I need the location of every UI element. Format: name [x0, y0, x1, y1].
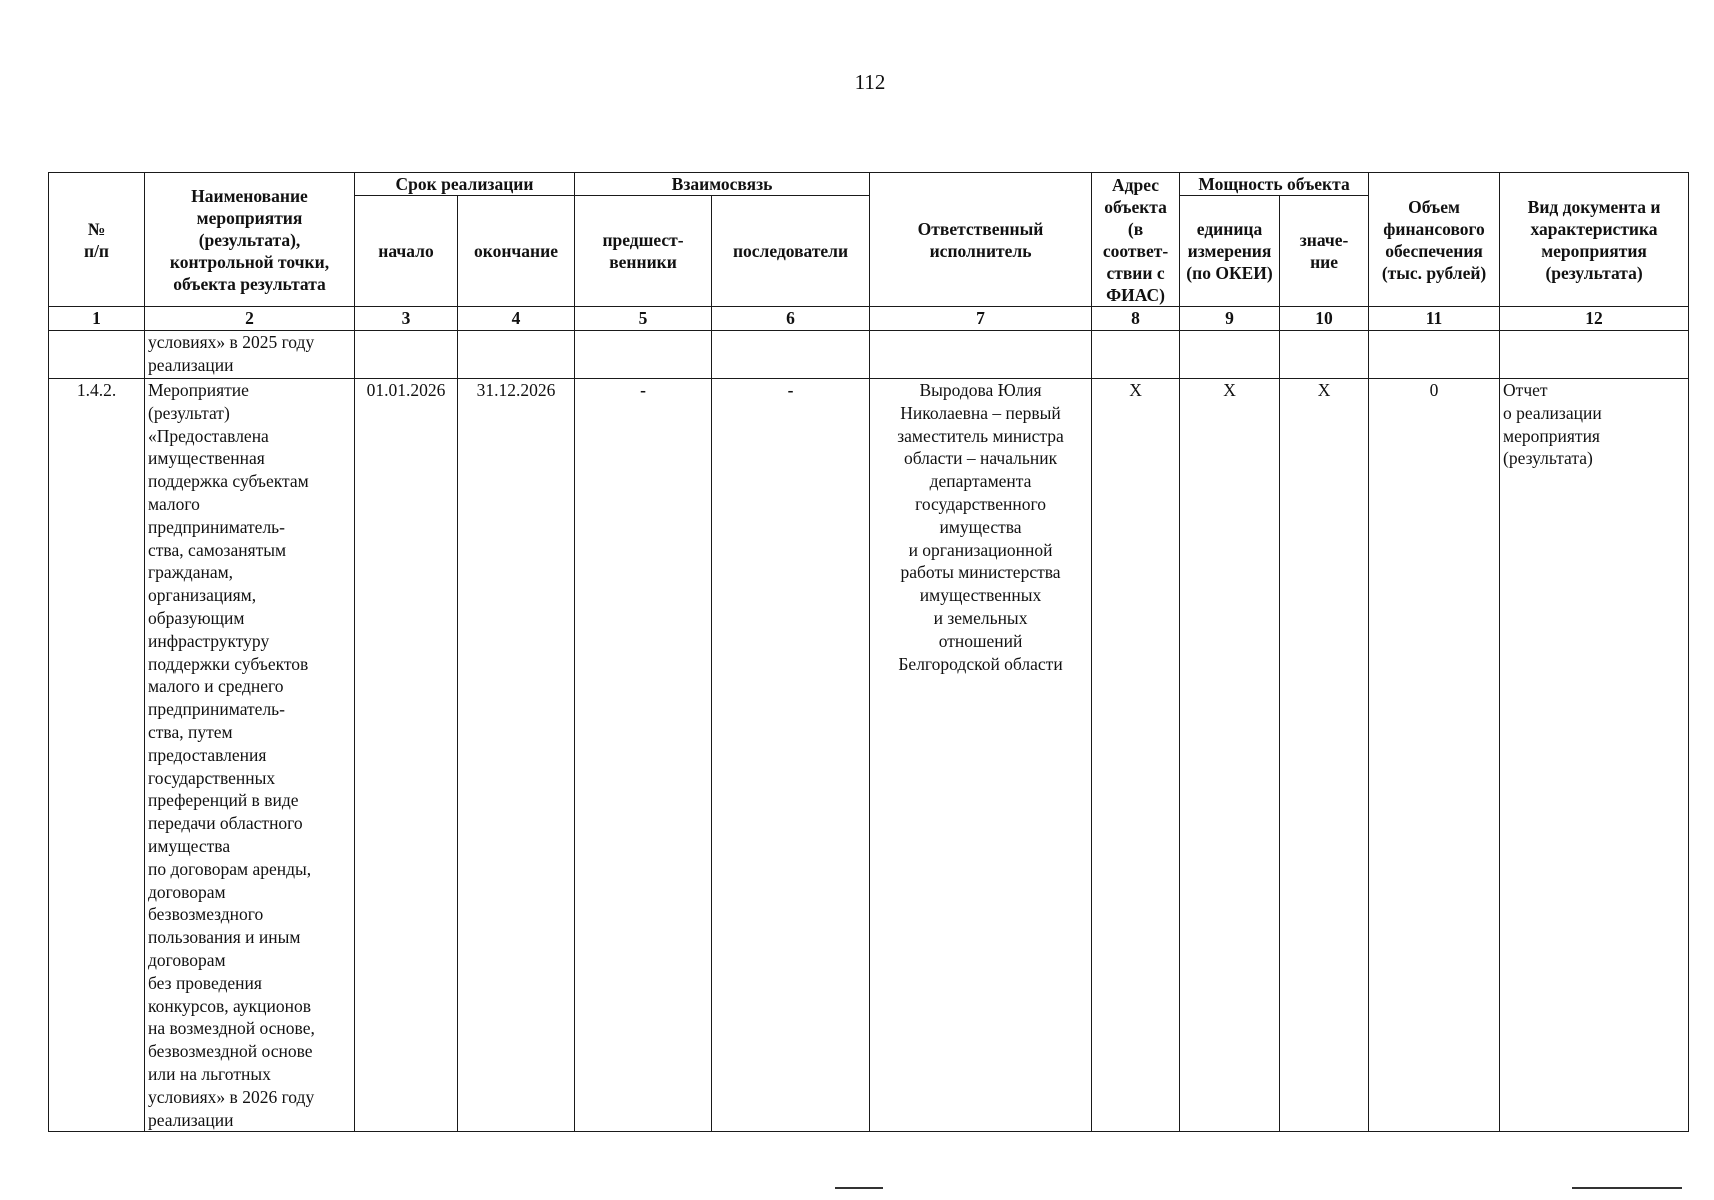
row-num: 1.4.2.: [49, 379, 145, 1132]
column-number: 12: [1500, 307, 1689, 331]
header-finance: Объем финансового обеспечения (тыс. рублей): [1369, 173, 1500, 307]
column-number: 9: [1180, 307, 1280, 331]
cell-empty: [355, 331, 458, 379]
cell-empty: [1500, 331, 1689, 379]
cell-empty: [712, 331, 870, 379]
cell-empty: [458, 331, 575, 379]
column-number-row: [49, 307, 1689, 331]
column-number: 1: [49, 307, 145, 331]
cell-empty: [1369, 331, 1500, 379]
events-table: [48, 172, 1689, 1132]
column-number: 10: [1280, 307, 1369, 331]
column-number: 7: [870, 307, 1092, 331]
row-unit: Х: [1180, 379, 1280, 1132]
cell-empty: [1092, 331, 1180, 379]
row-responsible: Выродова Юлия Николаевна – первый заместитель министра области – начальник департамента государственного имущества и организационной работы министерства имущественных и земельных отношений Белгородской области: [870, 379, 1092, 1132]
row-name: Мероприятие (результат) «Предоставлена имущественная поддержка субъектам малого предприниматель- ства, самозанятым гражданам, организациям, образующим инфраструктуру поддержки субъектов малого и среднего предприниматель- ства, путем предоставления государственных преференций в виде передачи областного имущества по договорам аренды, договорам безвозмездного пользования и иным договорам без проведения конкурсов, аукционов на возмездной основе, безвозмездной основе или на льготных условиях» в 2026 году реализации: [145, 379, 355, 1132]
cell-empty: [1280, 331, 1369, 379]
table-row: [49, 379, 1689, 1132]
cell-empty: [575, 331, 712, 379]
row-value: Х: [1280, 379, 1369, 1132]
row-end: 31.12.2026: [458, 379, 575, 1132]
header-capacity: Мощность объекта: [1180, 173, 1369, 196]
page-number: 112: [854, 70, 886, 94]
continuation-name: условиях» в 2025 году реализации: [145, 331, 355, 379]
header-period: Срок реализации: [355, 173, 575, 196]
cell-empty: [49, 331, 145, 379]
row-doc: Отчет о реализации мероприятия (результата): [1500, 379, 1689, 1132]
column-number: 6: [712, 307, 870, 331]
continuation-row: [49, 331, 1689, 379]
cell-empty: [1180, 331, 1280, 379]
header-value: значе- ние: [1280, 196, 1369, 307]
row-finance: 0: [1369, 379, 1500, 1132]
header-address: Адрес объекта (в соответ-ствии с ФИАС): [1092, 173, 1180, 307]
header-end: окончание: [458, 196, 575, 307]
header-predecessors: предшест- венники: [575, 196, 712, 307]
header-num: № п/п: [49, 173, 145, 307]
header-responsible: Ответственный исполнитель: [870, 173, 1092, 307]
header-doc: Вид документа и характеристика мероприятия (результата): [1500, 173, 1689, 307]
cell-empty: [870, 331, 1092, 379]
row-start: 01.01.2026: [355, 379, 458, 1132]
scan-mark: [1572, 1187, 1682, 1189]
scan-mark: [835, 1187, 883, 1189]
column-number: 2: [145, 307, 355, 331]
column-number: 4: [458, 307, 575, 331]
header-start: начало: [355, 196, 458, 307]
header-name: Наименование мероприятия (результата), контрольной точки, объекта результата: [145, 173, 355, 307]
column-number: 3: [355, 307, 458, 331]
header-unit: единица измерения (по ОКЕИ): [1180, 196, 1280, 307]
header-successors: последователи: [712, 196, 870, 307]
column-number: 5: [575, 307, 712, 331]
column-number: 8: [1092, 307, 1180, 331]
row-address: Х: [1092, 379, 1180, 1132]
row-successors: -: [712, 379, 870, 1132]
header-link: Взаимосвязь: [575, 173, 870, 196]
row-predecessors: -: [575, 379, 712, 1132]
column-number: 11: [1369, 307, 1500, 331]
